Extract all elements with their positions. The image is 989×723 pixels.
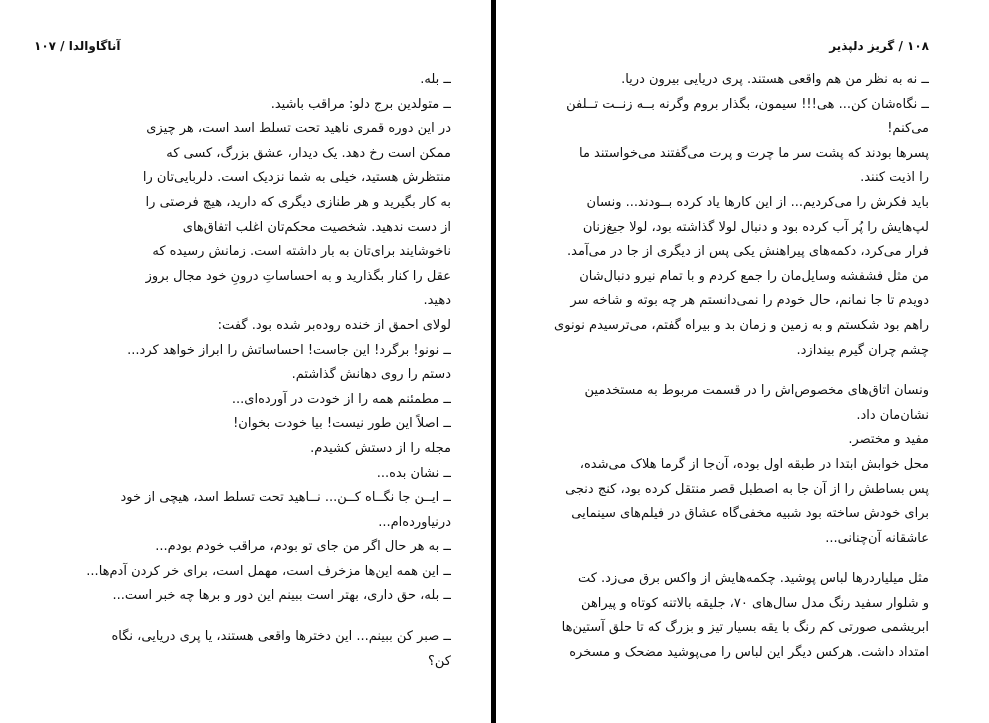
text-line: دهید.: [423, 293, 451, 309]
text-line: در این دوره قمری ناهید تحت تسلط اسد است، هر چیزی: [146, 121, 451, 137]
text-line: ممکن است رخ دهد. یک دیدار، عشق بزرگ، کسی که: [166, 145, 451, 161]
text-line: مفید و مختصر.: [848, 432, 929, 448]
text-line: ــ نگاه‌شان کن... هی!!! سیمون، بگذار بروم وگرنه بــه زنــت تــلفن: [566, 96, 929, 112]
text-line: ــ مطمئنم همه را از خودت در آورده‌ای...: [231, 391, 451, 407]
left-page: [0, 0, 491, 723]
text-line: عقل را کنار بگذارید و به احساساتِ درونِ خود مجال بروز: [145, 268, 451, 284]
text-line: ــ نونو! برگرد! این جاست! احساساتش را ابراز خواهد کرد...: [127, 342, 451, 358]
text-line: منتظرش هستید، خیلی به شما نزدیک است. دلربایی‌تان را: [142, 170, 451, 186]
text-line: برای خودش ساخته بود شبیه مخفی‌گاه عشاق در فیلم‌های سینمایی: [571, 506, 929, 522]
text-line: ونسان اتاق‌های مخصوص‌اش را در قسمت مربوط به مستخدمین: [584, 383, 929, 399]
text-line: ــ اصلاً این طور نیست! بیا خودت بخوان!: [233, 416, 451, 432]
left-running-head: آناگاوالدا / ۱۰۷: [34, 39, 121, 53]
text-line: به کار بگیرید و هر طنازی دیگری که دارید، هیچ فرصتی را: [145, 194, 451, 210]
text-line: ــ این همه این‌ها مزخرف است، مهمل است، برای خر کردن آدم‌ها...: [86, 563, 451, 579]
text-line: امتداد داشت. هرکس دیگر این لباس را می‌پوشید مضحک و مسخره: [569, 645, 929, 661]
text-line: پس بساطش را از آن جا به اصطبل قصر منتقل کرده بود، کنج دنجی: [565, 481, 929, 497]
text-line: عاشقانه آن‌چنانی...: [825, 530, 929, 546]
right-running-head: ۱۰۸ / گریز دلپذیر: [829, 39, 929, 53]
text-line: ناخوشایند برای‌تان به بار داشته است. زمانش رسیده که: [152, 244, 451, 260]
text-line: درنیاورده‌ام...: [378, 514, 451, 530]
text-line: ابریشمی صورتی کم رنگ با یقه بسیار تیز و بزرگ که تا حلق آستین‌ها: [561, 620, 929, 636]
text-line: ــ نشان بده...: [376, 465, 451, 481]
text-line: ــ بله، حق داری، بهتر است ببینم این دور و بر‌ها چه خبر است...: [112, 588, 451, 604]
text-line: از دست ندهید. شخصیت محکم‌تان اغلب اتفاق‌های: [182, 219, 451, 235]
text-line: پسرها بودند که پشت سر ما چرت و پرت می‌گفتند می‌خواستند ما: [579, 145, 929, 161]
text-line: راهم بود شکستم و به زمین و زمان بد و بیراه گفتم، می‌ترسیدم نونوی: [554, 317, 929, 333]
text-line: ــ بله.: [420, 72, 451, 87]
text-line: محل خوابش ابتدا در طبقه اول بوده، آن‌جا از گرما هلاک می‌شده،: [579, 456, 929, 472]
text-line: دستم را روی دهانش گذاشتم.: [291, 367, 451, 383]
text-line: ــ به هر حال اگر من جای تو بودم، مراقب خودم بودم...: [155, 539, 451, 555]
text-line: لپ‌هایش را پُر آب کرده بود و دنبال لولا گذاشته بود، لولا جیغ‌زنان: [582, 219, 929, 235]
text-line: من مثل فشفشه وسایل‌مان را جمع کردم و با تمام نیرو دنبال‌شان: [579, 268, 929, 284]
text-line: کن؟: [428, 653, 451, 669]
right-page: [497, 0, 989, 723]
text-line: نشان‌مان داد.: [856, 407, 929, 423]
text-line: و شلوار سفید رنگ مدل سال‌های ۷۰، جلیقه بالاتنه کوتاه و پیراهن: [581, 595, 929, 611]
text-line: را اذیت کنند.: [860, 170, 929, 186]
text-line: ــ متولدین برج دلو: مراقب باشید.: [270, 96, 451, 112]
page-gutter-divider: [491, 0, 496, 723]
text-line: چشم چران گیرم بیندازد.: [796, 342, 929, 358]
text-line: مثل میلیاردرها لباس پوشید. چکمه‌هایش از واکس برق می‌زد. کت: [577, 571, 929, 587]
text-line: ــ صبر کن ببینم... این دخترها واقعی هستند، یا پری دریایی، نگاه: [111, 629, 451, 645]
text-line: دویدم تا جا نمانم، حال خودم را نمی‌دانستم هر چه بوته و شاخه سر: [570, 293, 929, 309]
text-line: مجله را از دستش کشیدم.: [310, 440, 451, 456]
text-line: فرار می‌کرد، دکمه‌های پیراهنش یکی پس از دیگری از جا در می‌آمد.: [567, 244, 929, 260]
text-line: می‌کنم!: [887, 121, 929, 137]
text-line: باید فکرش را می‌کردیم... از این کارها یاد کرده بــودند... ونسان: [586, 194, 929, 210]
text-line: لولای احمق از خنده روده‌بر شده بود. گفت:: [217, 317, 451, 333]
text-line: ــ ایــن جا نگــاه کــن... نــاهید تحت تسلط اسد، هیچی از خود: [120, 490, 451, 506]
text-line: ــ نه به نظر من هم واقعی هستند. پری دریایی بیرون دریا.: [621, 72, 929, 87]
